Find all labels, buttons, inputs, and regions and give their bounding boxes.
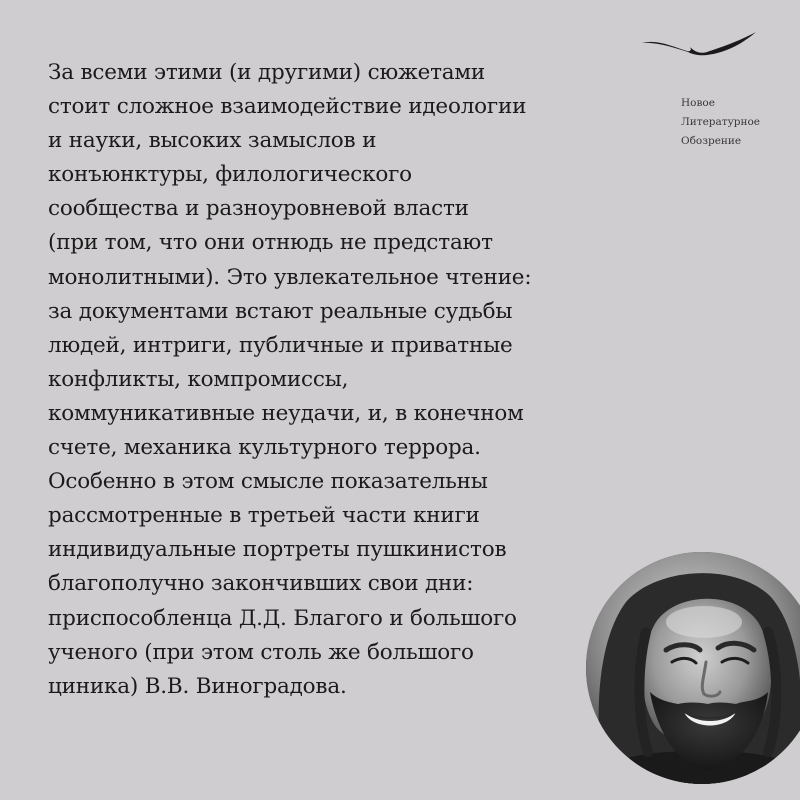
quote-line: коммуникативные неудачи, и, в конечном [48,400,524,426]
publisher-logo [640,26,760,156]
publisher-name-line: Литературное [681,116,761,128]
quote-line: циника) В.В. Виноградова. [48,673,347,699]
quote-line: счете, механика культурного террора. [48,435,481,461]
publisher-name [681,94,760,151]
quote-line: За всеми этими (и другими) сюжетами [48,60,486,85]
quote-line: приспособленца Д.Д. Благого и большого [48,605,517,631]
quote-line: ученого (при этом столь же большого [48,639,474,665]
quote-line: рассмотренные в третьей части книги [48,503,480,529]
quote-text [48,56,608,704]
quote-line: конфликты, компромиссы, [48,366,349,392]
quote-line: (при том, что они отнюдь не предстают [48,230,493,256]
quote-line: сообщества и разноуровневой власти [48,196,469,222]
author-photo [586,552,800,784]
quote-line: людей, интриги, публичные и приватные [48,332,513,358]
quote-line: и науки, высоких замыслов и [48,128,377,154]
quote-line: за документами встают реальные судьбы [48,298,513,324]
author-portrait [586,552,800,784]
publisher-name-line: Обозрение [681,135,742,147]
quote-line: монолитными). Это увлекательное чтение: [48,264,532,290]
quote-line: конъюнктуры, филологического [48,162,412,188]
tilde-swash-icon [640,26,760,66]
quote-line: стоит сложное взаимодействие идеологии [48,94,527,120]
quote-line: благополучно закончивших свои дни: [48,571,474,597]
quote-line: индивидуальные портреты пушкинистов [48,537,507,563]
publisher-name-line: Новое [681,97,715,109]
quote-line: Особенно в этом смысле показательны [48,469,488,495]
